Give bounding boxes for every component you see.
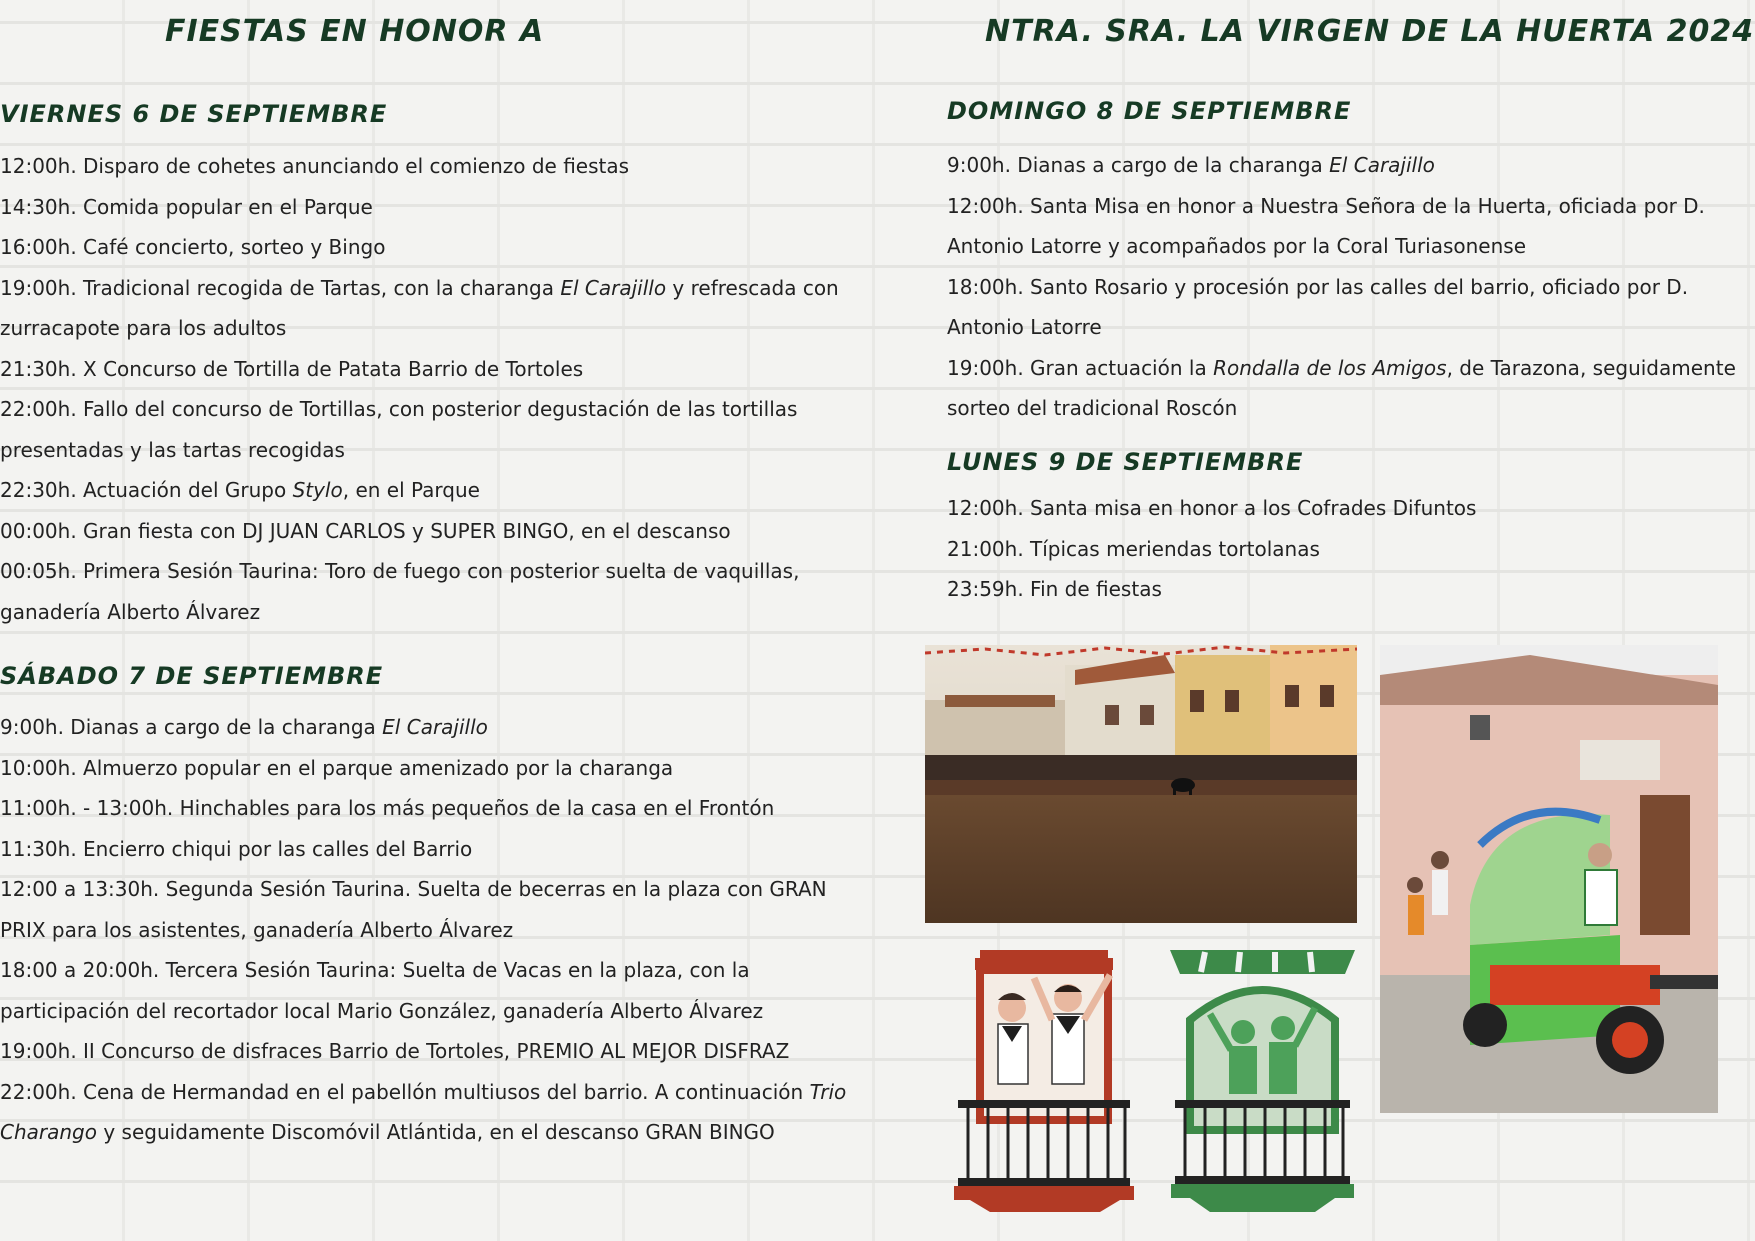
bullring-photo [925, 645, 1357, 923]
event-line [947, 569, 1476, 610]
heading-right: NTRA. SRA. LA VIRGEN DE LA HUERTA 2024 [985, 14, 1755, 49]
event-line [0, 829, 846, 870]
event-emphasis: Charango [0, 1120, 97, 1144]
event-text: 19:00h. Gran actuación la [947, 355, 1214, 380]
event-text: 12:00 a 13:30h. Segunda Sesión Taurina. Suelta de becerras en la plaza con GRAN [0, 877, 827, 901]
event-line [947, 388, 1736, 429]
event-emphasis: Rondalla de los Amigos [1213, 355, 1447, 380]
event-text: 19:00h. Tradicional recogida de Tartas, con la charanga [0, 275, 561, 300]
event-line [0, 349, 839, 390]
event-text: 19:00h. II Concurso de disfraces Barrio de Tortoles, PREMIO AL MEJOR DISFRAZ [0, 1039, 790, 1063]
event-line [0, 748, 846, 789]
event-line [947, 488, 1476, 529]
event-emphasis: El Carajillo [1329, 153, 1435, 177]
event-text: participación del recortador local Mario González, ganadería Alberto Álvarez [0, 998, 764, 1023]
event-line [0, 430, 839, 471]
event-line [947, 226, 1736, 267]
events-sabado [0, 707, 846, 1153]
event-line [0, 146, 839, 187]
event-line [0, 910, 846, 951]
event-line [0, 308, 839, 349]
event-text: 23:59h. Fin de fiestas [947, 577, 1162, 601]
heading-left: FIESTAS EN HONOR A [165, 14, 545, 49]
event-line [0, 707, 846, 748]
green-balcony-illustration [1165, 950, 1360, 1212]
event-text: presentadas y las tartas recogidas [0, 437, 345, 462]
event-text: 12:00h. Santa Misa en honor a Nuestra Señora de la Huerta, oficiada por D. [947, 193, 1705, 218]
day-title-domingo: DOMINGO 8 DE SEPTIEMBRE [947, 97, 1352, 125]
day-title-lunes: LUNES 9 DE SEPTIEMBRE [947, 448, 1304, 476]
event-text: 00:00h. Gran fiesta con DJ JUAN CARLOS y SUPER BINGO, en el descanso [0, 518, 731, 543]
event-line [0, 470, 839, 511]
event-text: 16:00h. Café concierto, sorteo y Bingo [0, 235, 386, 259]
events-domingo [947, 145, 1736, 429]
event-line [0, 592, 839, 633]
event-line [0, 1031, 846, 1072]
event-emphasis: El Carajillo [382, 715, 488, 739]
event-line [0, 950, 846, 991]
event-text: y seguidamente Discomóvil Atlántida, en el descanso GRAN BINGO [96, 1120, 775, 1144]
event-line [0, 227, 839, 268]
event-line [947, 267, 1736, 308]
event-text: 21:00h. Típicas meriendas tortolanas [947, 536, 1320, 561]
event-line [947, 145, 1736, 186]
event-emphasis: Stylo [292, 478, 343, 502]
event-text: 10:00h. Almuerzo popular en el parque amenizado por la charanga [0, 755, 674, 780]
event-text: sorteo del tradicional Roscón [947, 396, 1238, 420]
event-line [0, 869, 846, 910]
event-text: 12:00h. Santa misa en honor a los Cofrades Difuntos [947, 496, 1477, 520]
event-line [0, 551, 839, 592]
event-emphasis: Trio [809, 1079, 847, 1104]
event-text: 11:00h. - 13:00h. Hinchables para los más pequeños de la casa en el Frontón [0, 796, 775, 820]
day-title-viernes: VIERNES 6 DE SEPTIEMBRE [0, 100, 388, 128]
event-text: 12:00h. Disparo de cohetes anunciando el comienzo de fiestas [0, 154, 630, 178]
event-line [947, 307, 1736, 348]
event-text: 22:30h. Actuación del Grupo [0, 478, 293, 502]
event-line [0, 187, 839, 228]
event-text: 21:30h. X Concurso de Tortilla de Patata Barrio de Tortoles [0, 356, 584, 381]
event-text: 14:30h. Comida popular en el Parque [0, 194, 373, 219]
event-text: Antonio Latorre y acompañados por la Coral Turiasonense [947, 234, 1527, 258]
event-line [0, 389, 839, 430]
event-text: 9:00h. Dianas a cargo de la charanga [947, 153, 1330, 177]
event-text: ganadería Alberto Álvarez [0, 599, 261, 624]
event-text: PRIX para los asistentes, ganadería Alberto Álvarez [0, 917, 514, 942]
event-emphasis: El Carajillo [560, 275, 667, 300]
event-text: 18:00 a 20:00h. Tercera Sesión Taurina: Suelta de Vacas en la plaza, con la [0, 958, 750, 982]
event-text: y refrescada con [666, 275, 839, 300]
event-text: 9:00h. Dianas a cargo de la charanga [0, 715, 383, 739]
day-title-sabado: SÁBADO 7 DE SEPTIEMBRE [0, 662, 384, 690]
event-line [947, 348, 1736, 389]
event-text: , de Tarazona, seguidamente [1446, 355, 1736, 380]
tractor-parade-photo [1380, 645, 1718, 1113]
event-text: 22:00h. Fallo del concurso de Tortillas, con posterior degustación de las tortillas [0, 397, 798, 421]
events-lunes [947, 488, 1476, 610]
event-text: zurracapote para los adultos [0, 316, 287, 340]
event-line [0, 991, 846, 1032]
event-line [947, 186, 1736, 227]
event-line [0, 1072, 846, 1113]
event-line [0, 511, 839, 552]
events-viernes [0, 146, 839, 632]
event-line [947, 529, 1476, 570]
event-text: 00:05h. Primera Sesión Taurina: Toro de fuego con posterior suelta de vaquillas, [0, 559, 800, 583]
event-text: 11:30h. Encierro chiqui por las calles del Barrio [0, 836, 473, 861]
red-balcony-illustration [950, 950, 1140, 1212]
event-line [0, 1112, 846, 1153]
event-text: 18:00h. Santo Rosario y procesión por las calles del barrio, oficiado por D. [947, 274, 1689, 299]
event-text: , en el Parque [342, 478, 480, 502]
event-text: Antonio Latorre [947, 315, 1102, 339]
event-line [0, 788, 846, 829]
event-text: 22:00h. Cena de Hermandad en el pabellón multiusos del barrio. A continuación [0, 1079, 810, 1104]
event-line [0, 268, 839, 309]
